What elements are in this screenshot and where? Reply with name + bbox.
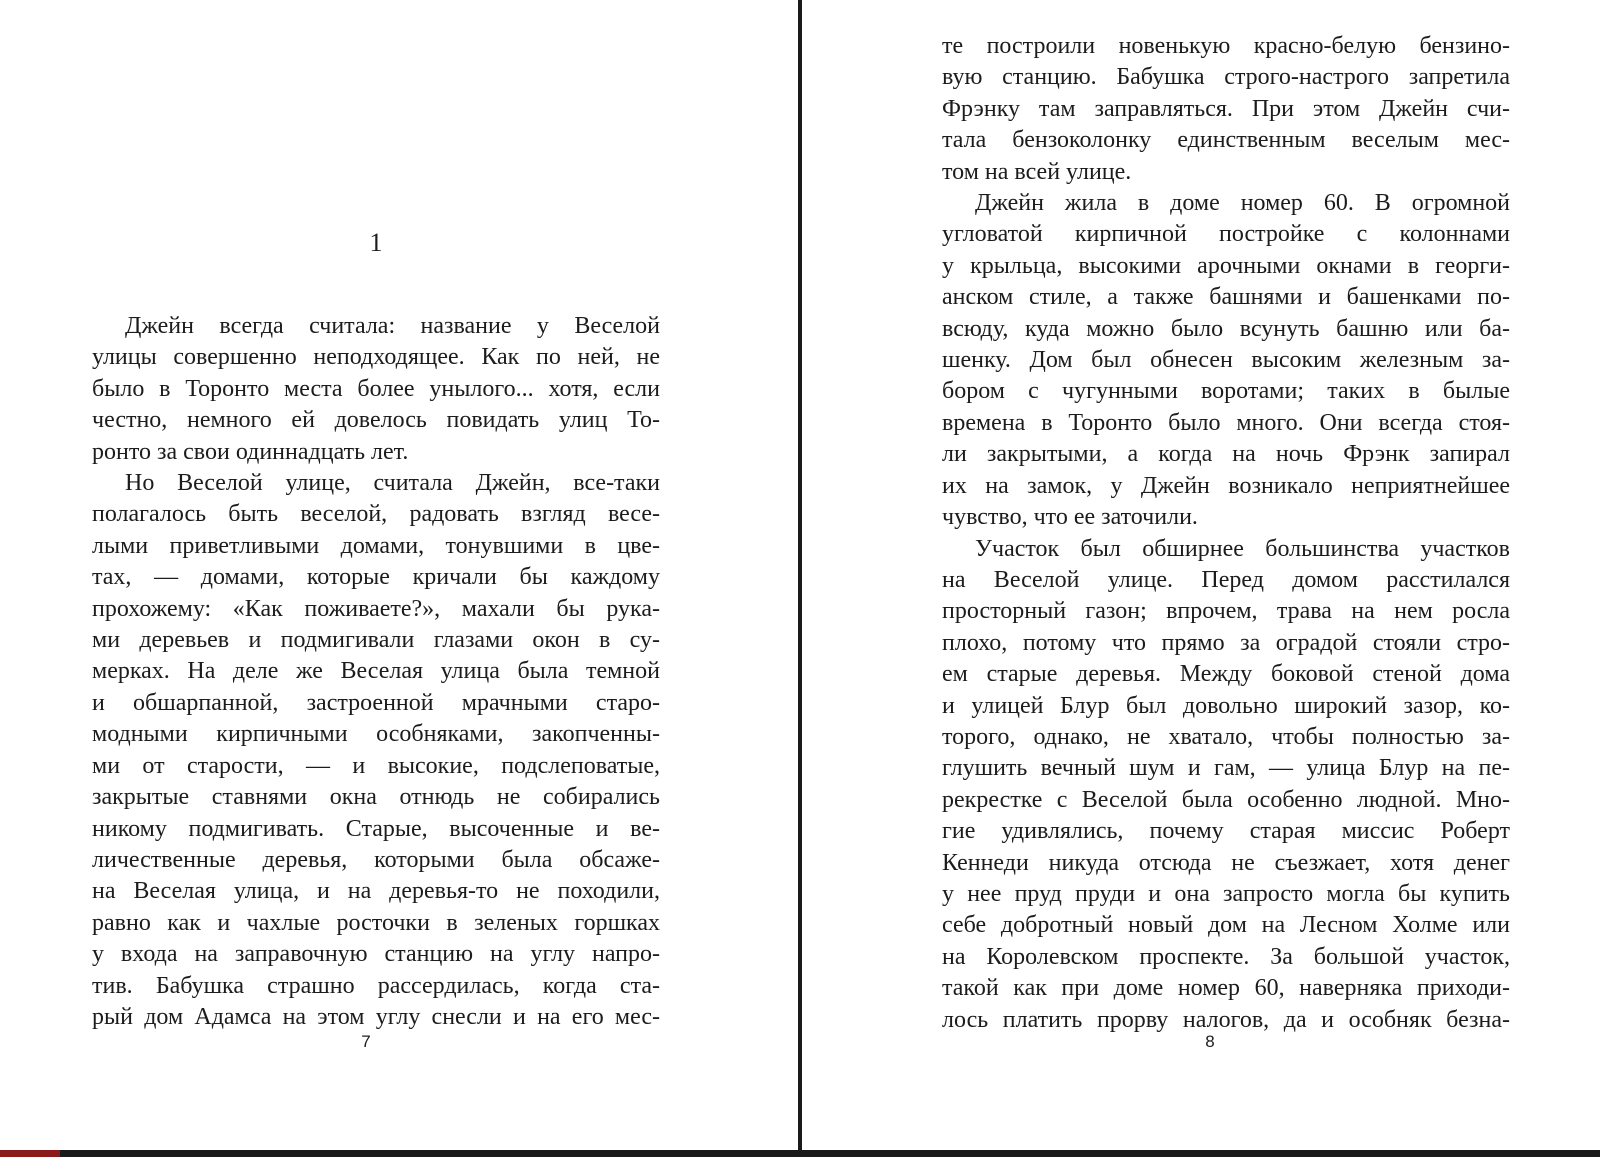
left-page [92,0,660,1140]
text-line: честно, немного ей довелось повидать улиц То- [92,407,660,434]
text-line: мерках. На деле же Веселая улица была темной [92,658,660,685]
text-line: гие удивлялись, почему старая миссис Роберт [942,818,1510,845]
right-page-body [942,31,1510,1036]
text-line: себе добротный новый дом на Лесном Холме или [942,912,1510,939]
text-line: такой как при доме номер 60, наверняка приходи- [942,975,1510,1002]
text-line: чувство, что ее заточили. [942,504,1198,531]
text-line: те построили новенькую красно-белую бензино- [942,33,1510,59]
text-line: у входа на заправочную станцию на углу напро- [92,941,660,968]
text-line: лыми приветливыми домами, тонувшими в цве- [92,532,660,559]
text-line: Фрэнку там заправляться. При этом Джейн счи- [942,95,1510,122]
text-line: у нее пруд пруди и она запросто могла бы купить [942,880,1510,907]
text-line: равно как и чахлые росточки в зеленых горшках [92,909,660,936]
text-line: торого, однако, не хватало, чтобы полностью за- [942,723,1510,750]
text-line: тала бензоколонку единственным веселым мес- [942,127,1510,154]
text-line: глушить вечный шум и гам, — улица Блур на пе- [942,755,1510,782]
text-line: у крыльца, высокими арочными окнами в георги- [942,252,1510,279]
left-page-body [92,311,660,1033]
text-line: никому подмигивать. Старые, высоченные и ве- [92,815,660,842]
text-line: всюду, куда можно было всунуть башню или ба- [942,315,1510,342]
text-line: анском стиле, а также башнями и башенками по- [942,284,1510,311]
text-line: было в Торонто места более унылого... хотя, если [92,375,660,402]
text-line: плохо, потому что прямо за оградой стояли стро- [942,629,1510,656]
text-line: Участок был обширнее большинства участков [975,535,1510,562]
right-page [942,0,1510,1140]
chapter-number: 1 [369,228,383,257]
text-line: и обшарпанной, застроенной мрачными старо- [92,689,660,716]
text-line: прохожему: «Как поживаете?», махали бы рука- [92,595,660,622]
text-line: ронто за свои одиннадцать лет. [92,438,409,465]
book-bottom-edge [0,1150,1600,1157]
text-line: их на замок, у Джейн возникало неприятнейшее [942,472,1510,499]
text-line: ем старые деревья. Между боковой стеной дома [942,661,1510,688]
page-number: 7 [361,1032,371,1051]
text-line: личественные деревья, которыми была обсаже- [92,846,660,873]
text-line: Но Веселой улице, считала Джейн, все-таки [125,470,660,497]
text-line: ли закрытыми, а когда на ночь Фрэнк запирал [942,441,1510,468]
text-line: тах, — домами, которые кричали бы каждому [92,564,660,591]
text-line: модными кирпичными особняками, закопченны- [92,721,660,748]
text-line: бором с чугунными воротами; таких в былые [942,378,1510,405]
text-line: и улицей Блур был довольно широкий зазор, ко- [942,692,1510,719]
text-line: угловатой кирпичной постройке с колоннами [942,221,1510,248]
text-line: Кеннеди никуда отсюда не съезжает, хотя денег [942,849,1510,876]
text-line: полагалось быть веселой, радовать взгляд весе- [92,501,660,528]
text-line: вую станцию. Бабушка строго-настрого запретила [942,64,1510,91]
page-gutter [798,0,802,1157]
text-line: рекрестке с Веселой была особенно людной. Мно- [942,786,1510,813]
text-line: рый дом Адамса на этом углу снесли и на его мес- [92,1003,660,1030]
page-number: 8 [1205,1032,1215,1051]
text-line: лось платить прорву налогов, да и особняк безна- [942,1006,1510,1033]
text-line: улицы совершенно неподходящее. Как по ней, не [92,344,660,371]
text-line: на Королевском проспекте. За большой участок, [942,943,1510,970]
text-line: Джейн всегда считала: название у Веселой [125,313,660,339]
text-line: закрытые ставнями окна отнюдь не собирались [92,784,660,811]
text-line: на Веселая улица, и на деревья-то не походили, [92,878,660,905]
text-line: ми от старости, — и высокие, подслеповатые, [92,752,660,779]
text-line: тив. Бабушка страшно рассердилась, когда ста- [92,972,660,999]
text-line: просторный газон; впрочем, трава на нем росла [942,598,1510,625]
text-line: шенку. Дом был обнесен высоким железным за- [942,347,1510,374]
text-line: Джейн жила в доме номер 60. В огромной [975,190,1510,217]
text-line: на Веселой улице. Перед домом расстилался [942,566,1510,593]
text-line: времена в Торонто было много. Они всегда стоя- [942,409,1510,436]
text-line: том на всей улице. [942,158,1132,185]
text-line: ми деревьев и подмигивали глазами окон в су- [92,627,660,654]
